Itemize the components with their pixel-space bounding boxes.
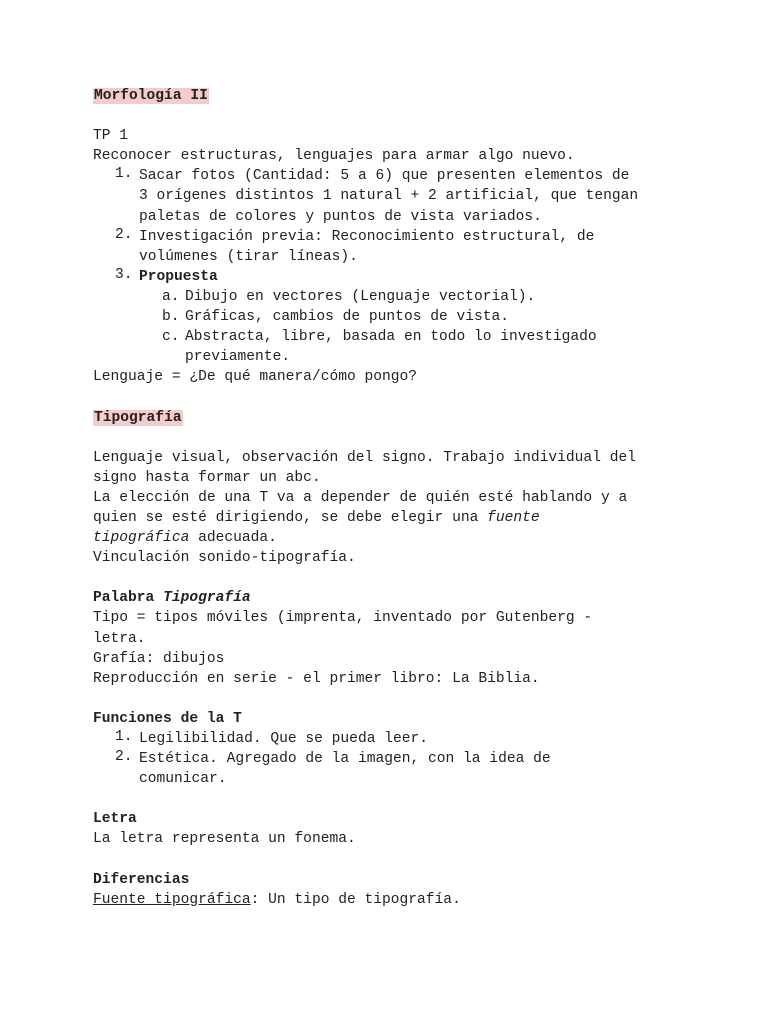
subheading-letra: Letra xyxy=(93,811,137,828)
paragraph-line: quien se esté dirigiendo, se debe elegir una fuente xyxy=(93,509,540,526)
paragraph-line: Tipo = tipos móviles (imprenta, inventado por Gutenberg - xyxy=(93,610,593,627)
sub-list-item: a. Dibujo en vectores (Lenguaje vectorial). xyxy=(162,288,536,305)
list-item: 1. Legilibilidad. Que se pueda leer. xyxy=(115,729,429,747)
spacer xyxy=(93,689,693,709)
definition-line: Fuente tipográfica: Un tipo de tipografía. xyxy=(93,891,461,908)
intro-text: Reconocer estructuras, lenguajes para armar algo nuevo. xyxy=(93,148,575,165)
list-item: 2. Investigación previa: Reconocimiento estructural, de volúmenes (tirar líneas). xyxy=(115,226,595,265)
subheading-funciones: Funciones de la T xyxy=(93,710,242,727)
spacer xyxy=(93,850,693,870)
sub-list-item: c. Abstracta, libre, basada en todo lo investigado previamente. xyxy=(162,329,597,366)
paragraph-line: letra. xyxy=(93,630,146,647)
sub-list-item: b. Gráficas, cambios de puntos de vista. xyxy=(162,309,510,326)
closing-text: Lenguaje = ¿De qué manera/cómo pongo? xyxy=(93,369,418,386)
list-item: 2. Estética. Agregado de la imagen, con la idea de comunicar. xyxy=(115,749,551,788)
paragraph-line: La letra representa un fonema. xyxy=(93,831,356,848)
paragraph-line: Vinculación sonido-tipografía. xyxy=(93,550,356,567)
spacer xyxy=(93,106,693,126)
paragraph-line: Lenguaje visual, observación del signo. Trabajo individual del xyxy=(93,449,636,466)
paragraph-line: Reproducción en serie - el primer libro: La Biblia. xyxy=(93,670,540,687)
highlighted-heading: Morfología II xyxy=(94,88,208,104)
section-heading-morfologia xyxy=(93,86,693,106)
spacer xyxy=(93,387,693,407)
underlined-term: Fuente tipográfica xyxy=(93,891,251,908)
italic-term: tipográfica xyxy=(93,530,190,547)
spacer xyxy=(93,428,693,448)
tp-label: TP 1 xyxy=(93,128,129,145)
section-heading-tipografia xyxy=(93,408,693,428)
paragraph-line: Grafía: dibujos xyxy=(93,650,225,667)
list-item: 3. Propuesta xyxy=(115,266,218,285)
italic-term: fuente xyxy=(487,509,540,526)
paragraph-line: tipográfica adecuada. xyxy=(93,530,277,547)
paragraph-line: La elección de una T va a depender de quién esté hablando y a xyxy=(93,489,628,506)
highlighted-heading: Tipografía xyxy=(94,409,182,426)
spacer xyxy=(93,568,693,588)
document-page xyxy=(93,86,693,910)
paragraph-line: signo hasta formar un abc. xyxy=(93,469,321,486)
subheading-diferencias: Diferencias xyxy=(93,871,190,888)
spacer xyxy=(93,789,693,809)
list-item: 1. Sacar fotos (Cantidad: 5 a 6) que presenten elementos de 3 orígenes distintos 1 natural + 2 artificial, que tengan paletas de colores y puntos de vista variados. xyxy=(115,166,639,225)
subheading-palabra: Palabra Tipografía xyxy=(93,590,251,607)
